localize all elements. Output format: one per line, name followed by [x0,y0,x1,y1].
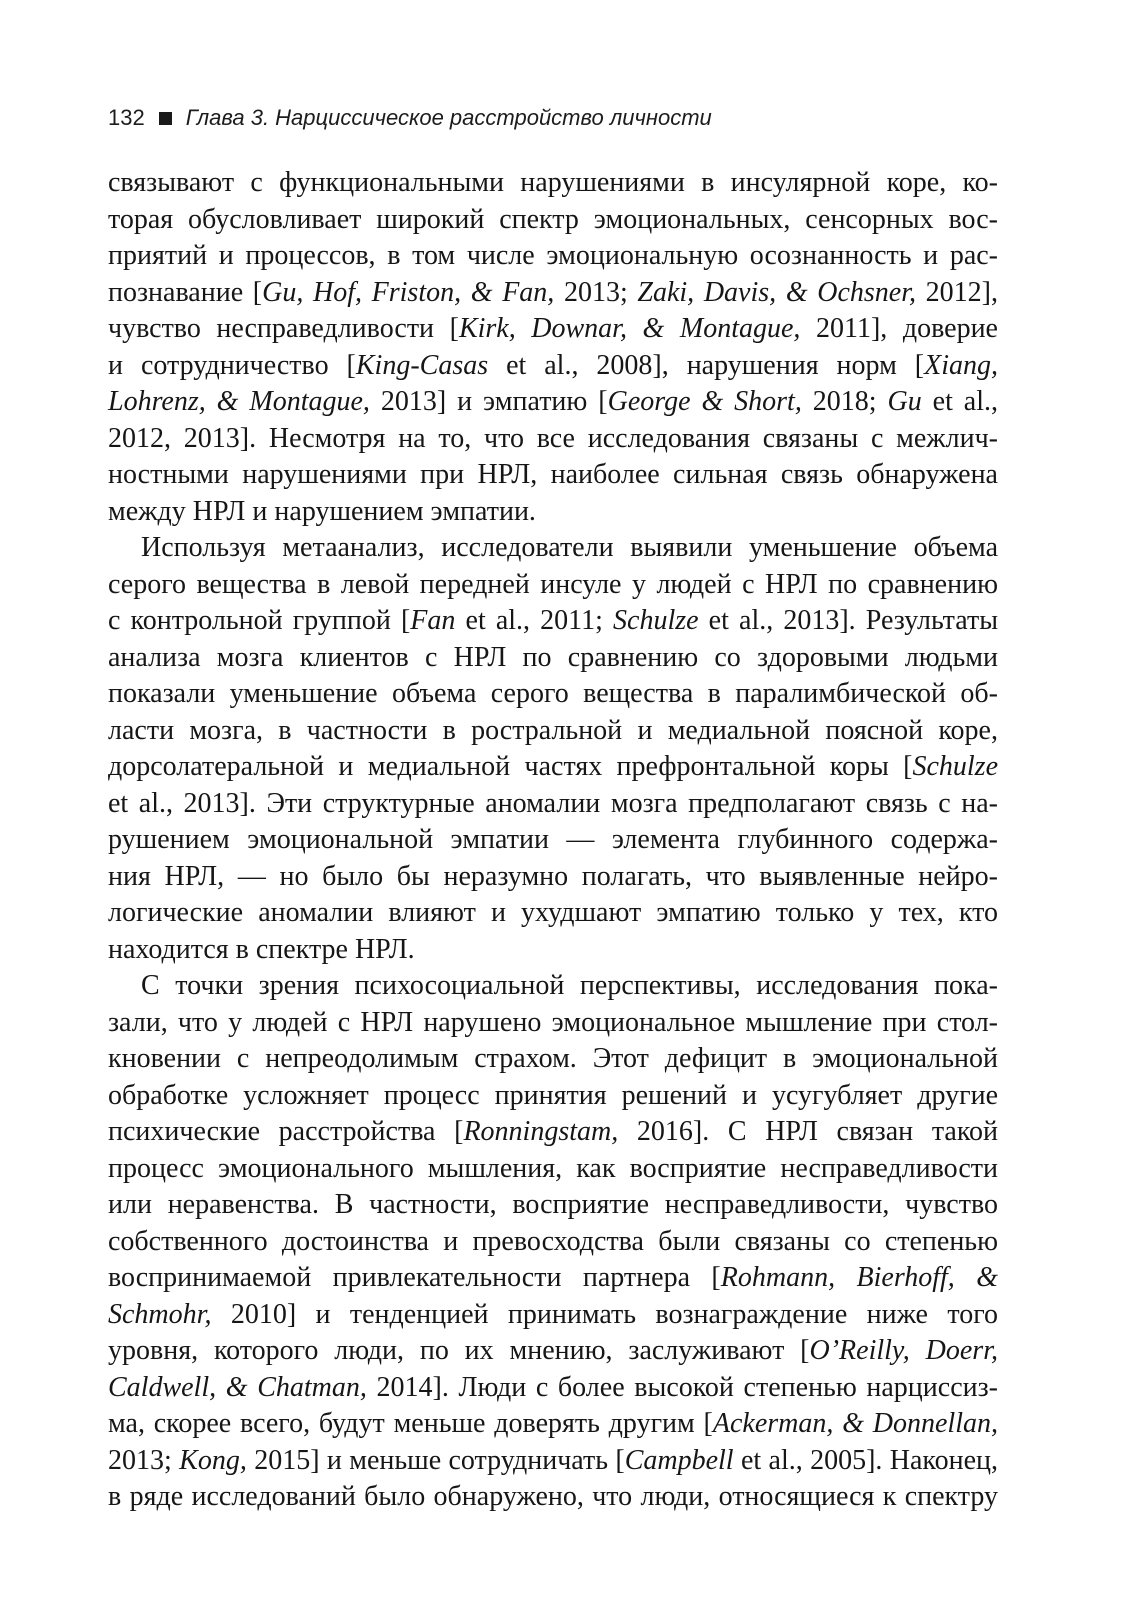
text-line [108,421,998,458]
text-run: et al., 2008], нарушения норм [ [488,349,925,381]
square-bullet-icon [159,112,172,125]
text-line [108,895,998,932]
citation-author: Ronningstam, [463,1116,619,1147]
text-run: et al., 2011; [455,605,614,636]
citation-author: O’Reilly, Doerr, [809,1335,998,1366]
text-run: ма, скорее всего, будут меньше доверять другим [ [108,1408,713,1439]
text-run: с контрольной группой [ [108,605,411,636]
text-run: обработке усложняет процесс принятия решений и усугубляет другие [108,1079,998,1111]
text-line [108,1078,998,1115]
paragraph [108,165,998,530]
citation-author: Gu [887,386,922,417]
text-line [108,676,998,713]
text-run: чувство несправедливости [ [108,313,459,344]
text-run: 2014]. Люди с более высокой степенью нарциссиз- [366,1371,998,1403]
text-run: дорсолатеральной и медиальной частях префронтальной коры [ [108,751,913,782]
text-run: приятий и процессов, в том числе эмоциональную осознанность и рас- [108,240,998,271]
text-run: et al., 2013]. Эти структурные аномалии мозга предполагают связь с на- [108,787,998,819]
text-run: 2018; [801,386,888,417]
text-line [108,968,998,1005]
text-line [108,530,998,567]
paragraph [108,968,998,1516]
text-run: ласти мозга, в частности в ростральной и медиальной поясной коре, [108,714,998,746]
citation-author: Kong, [179,1444,247,1476]
text-run: et al., 2005]. Наконец, [733,1444,999,1476]
chapter-title: Глава 3. Нарциссическое расстройство личности [185,105,712,130]
text-run: между НРЛ и нарушением эмпатии. [108,495,536,527]
page-number: 132 [108,105,145,130]
citation-author: Fan [410,605,456,636]
text-line [108,713,998,750]
text-run: 2011], доверие [800,313,998,344]
text-line [108,457,998,494]
text-line [108,494,998,531]
text-run: воспринимаемой привлекательности партнера [ [108,1262,721,1293]
citation-author: Zaki, Davis, & Ochsner, [637,276,917,308]
text-line [108,1114,998,1151]
text-line [108,1333,998,1370]
citation-author: Kirk, Downar, & Montague, [458,313,801,344]
text-run: ния НРЛ, — но было бы неразумно полагать, что выявленные нейро- [108,860,998,892]
text-run: рушением эмоциональной эмпатии — элемента глубинного содержа- [108,824,998,855]
text-run: 2012], [916,276,999,308]
text-line [108,384,998,421]
text-line [108,1406,998,1443]
text-run: С точки зрения психосоциальной перспективы, исследования пока- [141,970,998,1001]
text-run: познавание [ [108,276,263,308]
text-run: логические аномалии влияют и ухудшают эмпатию только у тех, кто [108,897,998,928]
text-run: уровня, которого люди, по их мнению, заслуживают [ [108,1335,810,1366]
citation-author: Xiang, [924,349,998,381]
citation-author: George & Short, [607,386,802,417]
text-run: 2015] и меньше сотрудничать [ [246,1444,625,1476]
citation-author: King-Casas [355,349,489,381]
text-run: кновении с непреодолимым страхом. Этот дефицит в эмоциональной [108,1043,998,1074]
text-line [108,822,998,859]
text-run: 2013; [108,1444,180,1476]
citation-author: Schulze [912,751,998,782]
text-run: находится в спектре НРЛ. [108,933,415,965]
citation-author: Gu, Hof, Friston, & Fan, [262,276,555,308]
text-run: показали уменьшение объема серого вещества в паралимбической об- [108,678,998,709]
citation-author: Lohrenz, & Montague, [108,386,370,417]
citation-author: Caldwell, & Chatman, [108,1371,367,1403]
text-run: 2013] и эмпатию [ [369,386,608,417]
text-line [108,238,998,275]
text-run: et al., 2013]. Результаты [698,605,999,636]
text-run: процесс эмоционального мышления, как восприятие несправедливости [108,1152,998,1184]
text-line [108,1370,998,1407]
text-line [108,348,998,385]
text-line [108,932,998,969]
citation-author: Schmohr, [108,1298,212,1330]
text-run: анализа мозга клиентов с НРЛ по сравнению со здоровыми людьми [108,641,998,673]
text-line [108,1224,998,1261]
text-run: связывают с функциональными нарушениями в инсулярной коре, ко- [108,167,998,198]
text-run: и сотрудничество [ [108,349,356,381]
text-line [108,275,998,312]
text-line [108,1187,998,1224]
text-line [108,1297,998,1334]
text-run: 2013; [554,276,638,308]
text-line [108,1479,998,1516]
citation-author: Ackerman, & Donnellan, [712,1408,998,1439]
text-line [108,1443,998,1480]
text-line [108,749,998,786]
text-run: Используя метаанализ, исследователи выявили уменьшение объема [141,532,998,563]
text-run: серого вещества в левой передней инсуле у людей с НРЛ по сравнению [108,568,998,600]
text-line [108,1260,998,1297]
paragraph [108,530,998,968]
text-line [108,202,998,239]
text-line [108,1005,998,1042]
text-run: торая обусловливает широкий спектр эмоциональных, сенсорных вос- [108,203,998,235]
citation-author: Rohmann, Bierhoff, & [720,1262,998,1293]
text-run: 2016]. С НРЛ связан такой [618,1116,998,1147]
text-line [108,603,998,640]
citation-author: Campbell [624,1444,734,1476]
text-run: собственного достоинства и превосходства были связаны со степенью [108,1225,998,1257]
text-line [108,1151,998,1188]
text-line [108,311,998,348]
text-run: или неравенства. В частности, восприятие несправедливости, чувство [108,1189,998,1220]
text-line [108,786,998,823]
text-line [108,640,998,677]
text-run: 2012, 2013]. Несмотря на то, что все исследования связаны с межлич- [108,422,998,454]
running-header [108,105,712,131]
body-text [108,165,998,1516]
text-run: et al., [921,386,998,417]
text-line [108,859,998,896]
text-line [108,165,998,202]
text-line [108,567,998,604]
text-run: 2010] и тенденцией принимать вознаграждение ниже того [211,1298,998,1330]
text-run: в ряде исследований было обнаружено, что люди, относящиеся к спектру [108,1481,998,1512]
text-line [108,1041,998,1078]
text-run: психические расстройства [ [108,1116,464,1147]
text-run: зали, что у людей с НРЛ нарушено эмоциональное мышление при стол- [108,1006,998,1038]
text-run: ностными нарушениями при НРЛ, наиболее сильная связь обнаружена [108,459,998,490]
citation-author: Schulze [613,605,699,636]
